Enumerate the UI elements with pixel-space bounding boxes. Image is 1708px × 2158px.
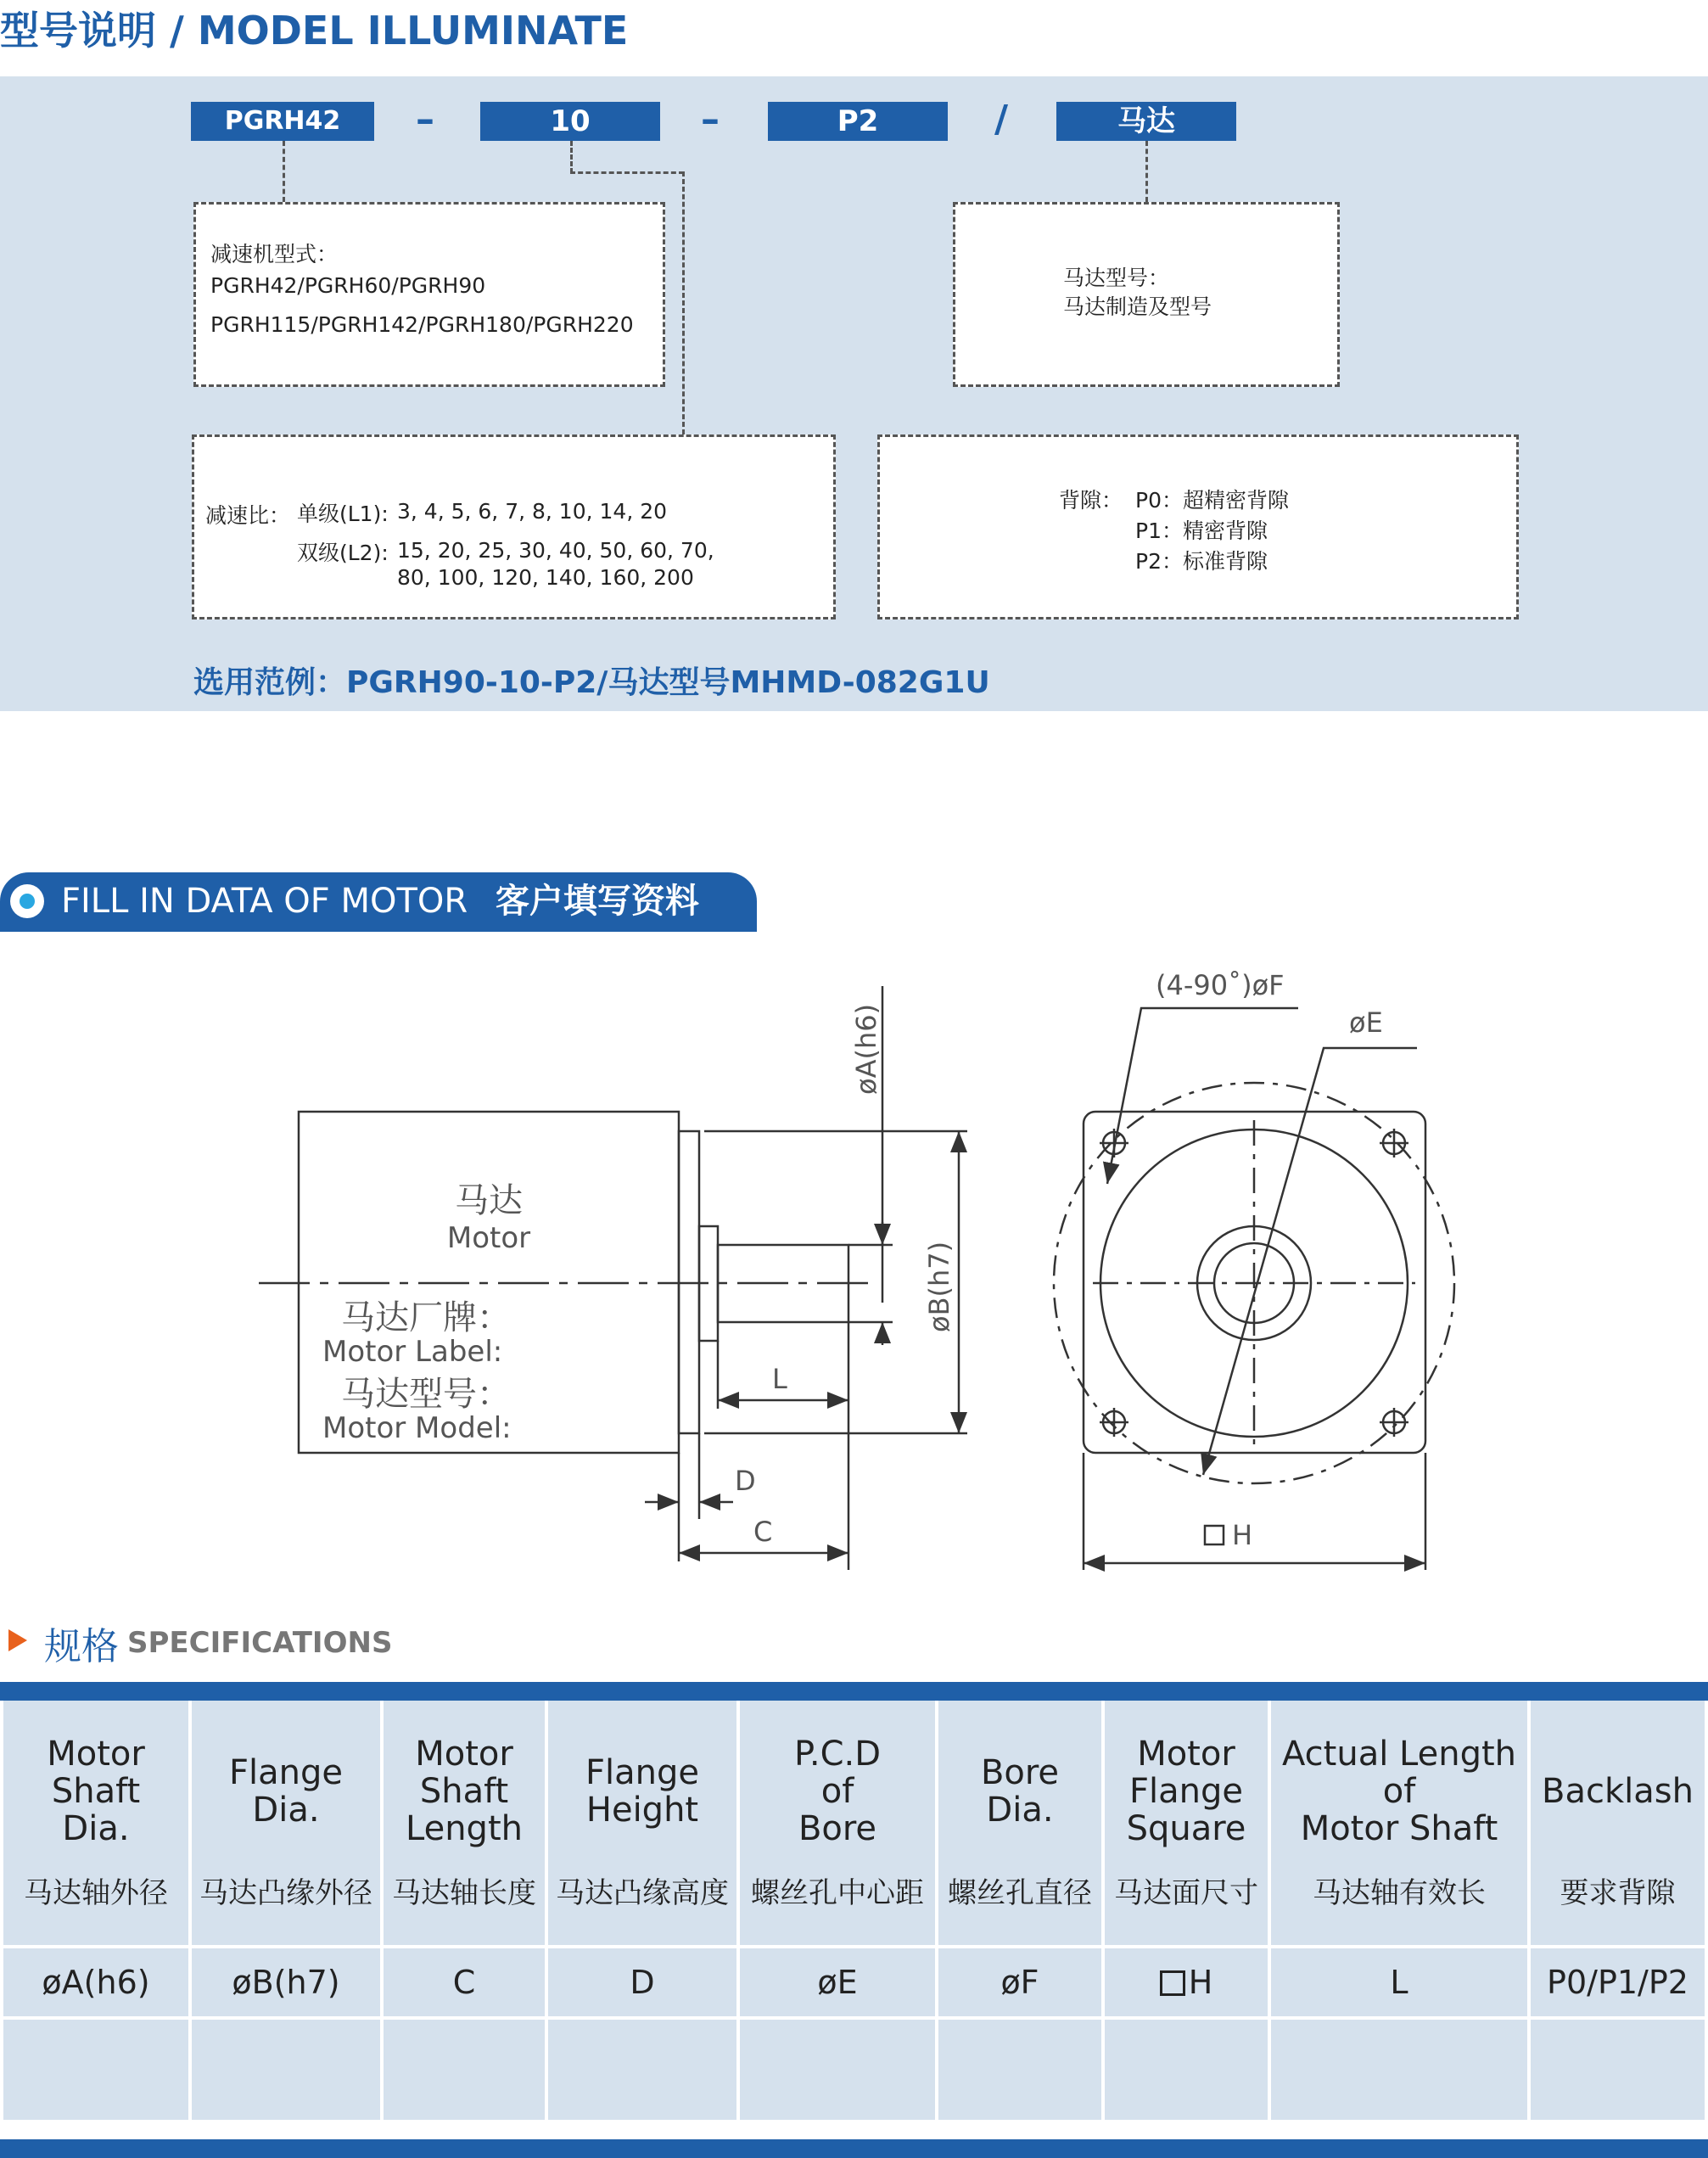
backlash-p2: P2：标准背隙	[1135, 549, 1268, 574]
spec-symbol-row	[3, 1948, 1705, 2016]
spec-header-cn: 马达轴外径	[24, 1875, 168, 1910]
spec-header-cn: 马达轴有效长	[1313, 1875, 1486, 1910]
spec-input-cell[interactable]	[548, 2020, 736, 2120]
spec-header-cell	[938, 1701, 1101, 1945]
ratio-double-label: 双级(L2):	[297, 541, 389, 565]
spec-title-en: SPECIFICATIONS	[127, 1626, 393, 1660]
spec-header-cn: 马达凸缘外径	[199, 1875, 372, 1910]
spec-header-en: Flange Dia.	[229, 1752, 343, 1830]
spec-header-en: Motor Shaft Length	[406, 1734, 523, 1848]
spec-header-en: Actual Length of Motor Shaft	[1282, 1734, 1516, 1848]
dim-a-label: øA(h6)	[850, 1003, 882, 1095]
dim-b-label: øB(h7)	[923, 1241, 955, 1332]
spec-header-cn: 马达凸缘高度	[556, 1875, 729, 1910]
connector-ratio-b	[570, 171, 684, 174]
motor-drawing	[0, 933, 1708, 1595]
spec-symbol-cell: C	[384, 1948, 545, 2016]
code-motor-box: 马达	[1056, 102, 1236, 141]
connector-motor	[1145, 141, 1148, 202]
ratio-box-label: 减速比：	[205, 503, 291, 528]
spec-symbol-cell: L	[1271, 1948, 1527, 2016]
motor-box-line1: 马达型号：	[1063, 266, 1170, 290]
dim-e-label: øE	[1349, 1006, 1383, 1039]
spec-header-cn: 马达轴长度	[392, 1875, 536, 1910]
connector-ratio-a	[570, 141, 573, 173]
connector-series	[283, 141, 285, 202]
series-box-label: 减速机型式：	[210, 242, 339, 266]
spec-header-cn: 螺丝孔直径	[948, 1875, 1092, 1910]
spec-header-cell	[1531, 1701, 1705, 1945]
drawing-model-cn: 马达型号：	[341, 1375, 511, 1414]
spec-input-cell[interactable]	[938, 2020, 1101, 2120]
drawing-label-en: Motor Label:	[322, 1335, 503, 1369]
connector-ratio-c	[682, 171, 685, 434]
spec-input-cell[interactable]	[1271, 2020, 1527, 2120]
spec-symbol-cell: øF	[938, 1948, 1101, 2016]
spec-input-cell[interactable]	[192, 2020, 380, 2120]
fill-banner-title	[61, 874, 699, 928]
ratio-single-values: 3, 4, 5, 6, 7, 8, 10, 14, 20	[397, 499, 668, 524]
spec-header-en: Flange Height	[585, 1752, 699, 1830]
separator-dash-2: –	[701, 98, 720, 141]
ratio-double-values-1: 15, 20, 25, 30, 40, 50, 60, 70,	[397, 538, 714, 563]
spec-header-cn: 螺丝孔中心距	[751, 1875, 924, 1910]
code-series-box: PGRH42	[191, 102, 374, 141]
fill-banner-title-cn: 客户填写资料	[495, 882, 699, 921]
drawing-label-cn: 马达厂牌：	[341, 1298, 511, 1337]
spec-input-cell[interactable]	[740, 2020, 935, 2120]
dim-h-label: H	[1232, 1519, 1253, 1551]
spec-header-en: Backlash	[1542, 1771, 1694, 1811]
banner-bullet-inner-icon	[20, 894, 35, 909]
backlash-p1: P1：精密背隙	[1135, 518, 1268, 543]
spec-header-cell	[3, 1701, 188, 1945]
motor-box-line2: 马达制造及型号	[1063, 294, 1212, 319]
spec-header-row	[3, 1701, 1705, 1945]
spec-header-cell	[740, 1701, 935, 1945]
dim-f-label: (4-90˚)øF	[1156, 969, 1285, 1001]
spec-symbol-cell	[1105, 1948, 1268, 2016]
spec-input-row	[3, 2020, 1705, 2120]
spec-header-cell	[548, 1701, 736, 1945]
code-ratio-box: 10	[480, 102, 660, 141]
drawing-model-en: Motor Model:	[322, 1411, 512, 1445]
series-box-line1: PGRH42/PGRH60/PGRH90	[210, 273, 486, 298]
separator-dash-1: –	[416, 98, 434, 141]
spec-header-en: P.C.D of Bore	[793, 1734, 882, 1848]
separator-slash: /	[994, 98, 1009, 141]
backlash-box-label: 背隙：	[1059, 488, 1123, 513]
spec-header-en: Motor Flange Square	[1126, 1734, 1246, 1848]
spec-input-cell[interactable]	[1105, 2020, 1268, 2120]
spec-input-cell[interactable]	[1531, 2020, 1705, 2120]
selection-example: 选用范例：PGRH90-10-P2/马达型号MHMD-082G1U	[193, 665, 990, 700]
spec-input-cell[interactable]	[384, 2020, 545, 2120]
spec-header-en: Bore Dia.	[980, 1752, 1060, 1830]
dim-l-label: L	[772, 1363, 787, 1395]
spec-header-en: Motor Shaft Dia.	[47, 1734, 145, 1848]
spec-symbol-cell: D	[548, 1948, 736, 2016]
model-title: 型号说明 / MODEL ILLUMINATE	[0, 8, 629, 53]
code-backlash-box: P2	[768, 102, 948, 141]
series-box-line2: PGRH115/PGRH142/PGRH180/PGRH220	[210, 312, 634, 337]
ratio-double-values-2: 80, 100, 120, 140, 160, 200	[397, 565, 694, 590]
spec-symbol-cell: øE	[740, 1948, 935, 2016]
dim-d-label: D	[735, 1465, 756, 1497]
spec-header-cell	[1105, 1701, 1268, 1945]
spec-header-cn: 马达面尺寸	[1114, 1875, 1258, 1910]
spec-arrow-icon	[8, 1629, 27, 1651]
ratio-single-label: 单级(L1):	[297, 502, 389, 526]
spec-symbol-cell: P0/P1/P2	[1531, 1948, 1705, 2016]
spec-title-cn: 规格	[44, 1625, 119, 1668]
drawing-motor-cn: 马达	[455, 1181, 523, 1220]
spec-header-cell	[192, 1701, 380, 1945]
spec-header-cn: 要求背隙	[1560, 1875, 1676, 1910]
spec-header-cell	[384, 1701, 545, 1945]
dim-c-label: C	[753, 1516, 773, 1548]
spec-table	[0, 1697, 1708, 2123]
square-icon	[1205, 1526, 1224, 1544]
spec-symbol-cell: øA(h6)	[3, 1948, 188, 2016]
spec-header-cell	[1271, 1701, 1527, 1945]
spec-symbol-text: H	[1188, 1964, 1213, 2001]
spec-bottom-rule	[0, 2139, 1708, 2158]
spec-symbol-cell: øB(h7)	[192, 1948, 380, 2016]
backlash-p0: P0：超精密背隙	[1135, 488, 1289, 513]
spec-input-cell[interactable]	[3, 2020, 188, 2120]
drawing-motor-en: Motor	[446, 1221, 531, 1255]
fill-banner-underline	[0, 928, 757, 932]
square-icon	[1160, 1970, 1185, 1996]
fill-banner-title-en: FILL IN DATA OF MOTOR	[61, 882, 468, 921]
